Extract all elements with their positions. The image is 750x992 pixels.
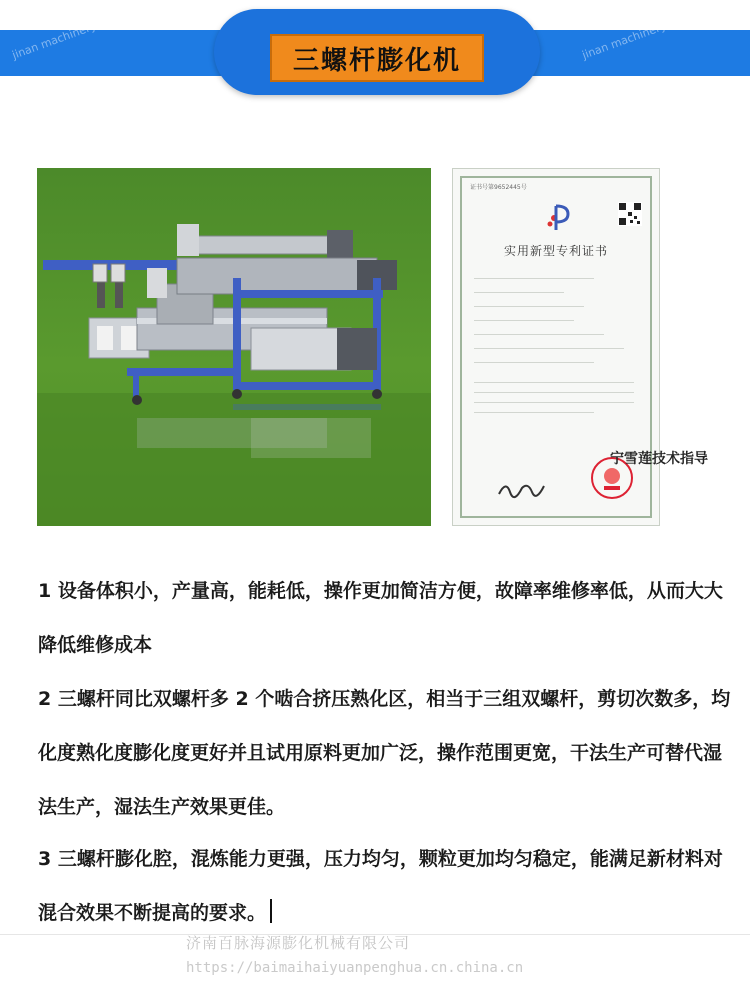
page-title: 三螺杆膨化机: [292, 45, 461, 76]
cert-text-line: [474, 382, 634, 383]
cert-text-line: [474, 392, 634, 393]
cert-text-line: [474, 278, 594, 279]
cert-text-line: [474, 320, 574, 321]
footer-company-name: 济南百脉海源膨化机械有限公司: [186, 934, 411, 952]
cert-text-line: [474, 292, 564, 293]
title-box: [270, 34, 484, 82]
machine-photo: [37, 168, 431, 526]
certificate-overlay-caption: 宁雪莲技术指导: [610, 451, 708, 467]
cert-text-line: [474, 348, 624, 349]
feature-paragraph-3: [38, 832, 738, 940]
extruder-illustration: [37, 168, 431, 526]
feature-paragraph-2: 2 三螺杆同比双螺杆多 2 个啮合挤压熟化区，相当于三组双螺杆，剪切次数多，均化度熟化度膨化度更好并且试用原料更加广泛，操作范围更宽，干法生产可替代湿法生产，湿法生产效果更佳。: [38, 688, 731, 818]
certificate-title: 实用新型专利证书: [503, 244, 608, 258]
cert-text-line: [474, 412, 594, 413]
feature-paragraph-3-text: 3 三螺杆膨化腔，混炼能力更强，压力均匀，颗粒更加均匀稳定，能满足新材料对混合效果不断提高的要求。: [38, 848, 723, 924]
cert-text-line: [474, 306, 584, 307]
cert-text-line: [474, 362, 594, 363]
header-watermark-right: jinan machinery: [580, 19, 669, 62]
feature-paragraph-1: 1 设备体积小，产量高，能耗低，操作更加简洁方便，故障率维修率低，从而大大降低维修成本: [38, 580, 723, 656]
certificate-number: 证书号第9652445号: [470, 184, 527, 191]
cert-text-line: [474, 334, 604, 335]
header-watermark-left: jinan machinery: [10, 19, 99, 62]
qr-code-icon: [618, 202, 642, 226]
text-cursor: [270, 899, 272, 923]
cert-text-line: [474, 402, 634, 403]
signature-icon: [496, 478, 546, 500]
footer-url: https://baimaihaiyuanpenghua.cn.china.cn: [186, 960, 524, 976]
patent-certificate: [452, 168, 660, 526]
patent-logo-icon: [540, 200, 574, 234]
